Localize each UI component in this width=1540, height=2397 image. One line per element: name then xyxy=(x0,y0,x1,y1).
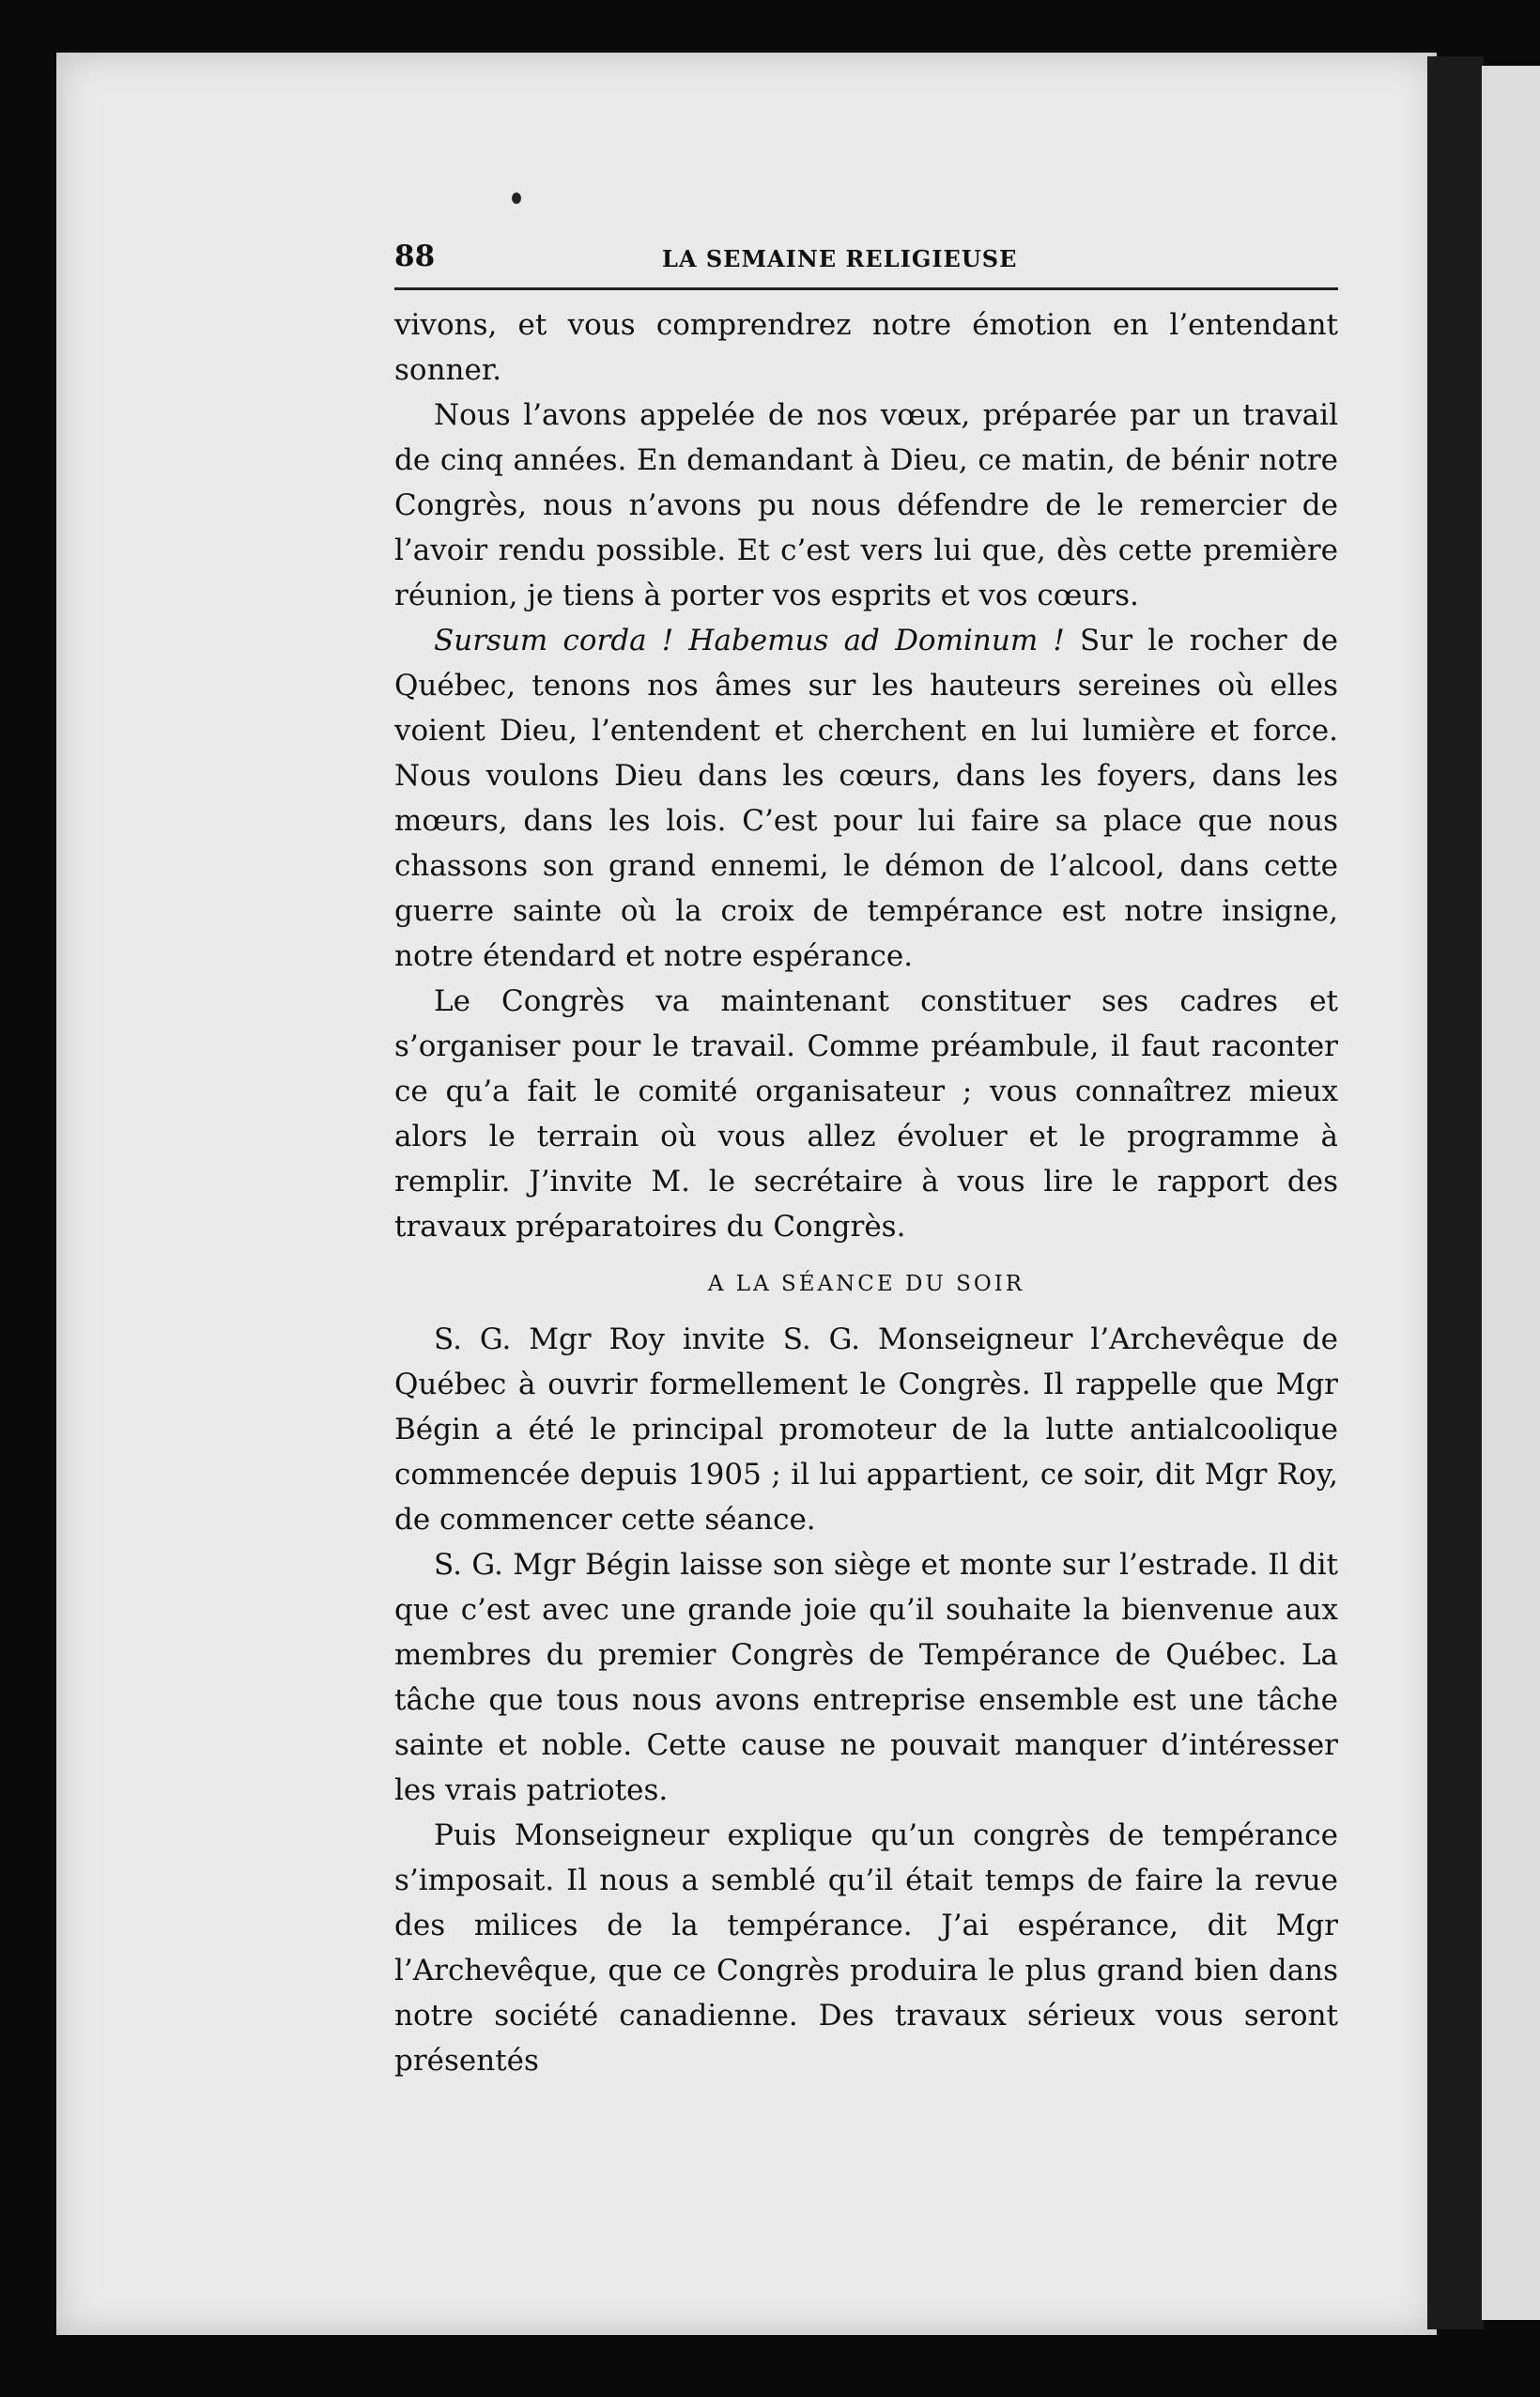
page-number: 88 xyxy=(394,240,436,273)
paragraph: S. G. Mgr Bégin laisse son siège et monte sur l’estrade. Il dit que c’est avec une grande joie qu’il souhaite la bienvenue aux membres du premier Congrès de Tempérance de Québec. La tâche que tous nous avons entreprise ensemble est une tâche sainte et noble. Cette cause ne pouvait manquer d’intéresser les vrais patriotes. xyxy=(394,1548,1338,1807)
paragraph: Puis Monseigneur explique qu’un congrès de tempérance s’imposait. Il nous a semblé qu’il était temps de faire la revue des milices de la tempérance. J’ai espérance, dit Mgr l’Archevêque, que ce Congrès produira le plus grand bien dans notre société canadienne. Des travaux sérieux vous seront présentés xyxy=(394,1818,1338,2078)
page-header xyxy=(394,240,1338,277)
article-body xyxy=(394,302,1338,2083)
ink-speck xyxy=(512,193,521,204)
latin-exclamation: Sursum corda ! Habemus ad Dominum ! xyxy=(434,624,1065,657)
running-title: LA SEMAINE RELIGIEUSE xyxy=(662,245,1018,272)
paragraph: S. G. Mgr Roy invite S. G. Monseigneur l’Archevêque de Québec à ouvrir formellement le Congrès. Il rappelle que Mgr Bégin a été le principal promoteur de la lutte antialcoolique commencée depuis 1905 ; il lui appartient, ce soir, dit Mgr Roy, de commencer cette séance. xyxy=(394,1322,1338,1537)
next-page-edge xyxy=(1482,66,1540,2320)
paragraph-text: Sur le rocher de Québec, tenons nos âmes sur les hauteurs sereines où elles voient Dieu, l’entendent et cherchent en lui lumière et force. Nous voulons Dieu dans les cœurs, dans les foyers, dans les mœurs, dans les lois. C’est pour lui faire sa place que nous chassons son grand ennemi, le démon de l’alcool, dans cette guerre sainte où la croix de tempérance est notre insigne, notre étendard et notre espérance. xyxy=(394,624,1338,973)
paragraph: vivons, et vous comprendrez notre émotion en l’entendant sonner. xyxy=(394,308,1338,387)
paragraph xyxy=(394,618,1338,979)
section-heading: A LA SÉANCE DU SOIR xyxy=(707,1272,1025,1296)
paragraph: Nous l’avons appelée de nos vœux, préparée par un travail de cinq années. En demandant à Dieu, ce matin, de bénir notre Congrès, nous n’avons pu nous défendre de le remercier de l’avoir rendu possible. Et c’est vers lui que, dès cette première réunion, je tiens à porter vos esprits et vos cœurs. xyxy=(394,398,1338,612)
header-rule xyxy=(394,287,1338,290)
page-gutter-shadow xyxy=(1427,56,1484,2329)
paragraph: Le Congrès va maintenant constituer ses cadres et s’organiser pour le travail. Comme préambule, il faut raconter ce qu’a fait le comité organisateur ; vous connaîtrez mieux alors le terrain où vous allez évoluer et le programme à remplir. J’invite M. le secrétaire à vous lire le rapport des travaux préparatoires du Congrès. xyxy=(394,984,1338,1244)
